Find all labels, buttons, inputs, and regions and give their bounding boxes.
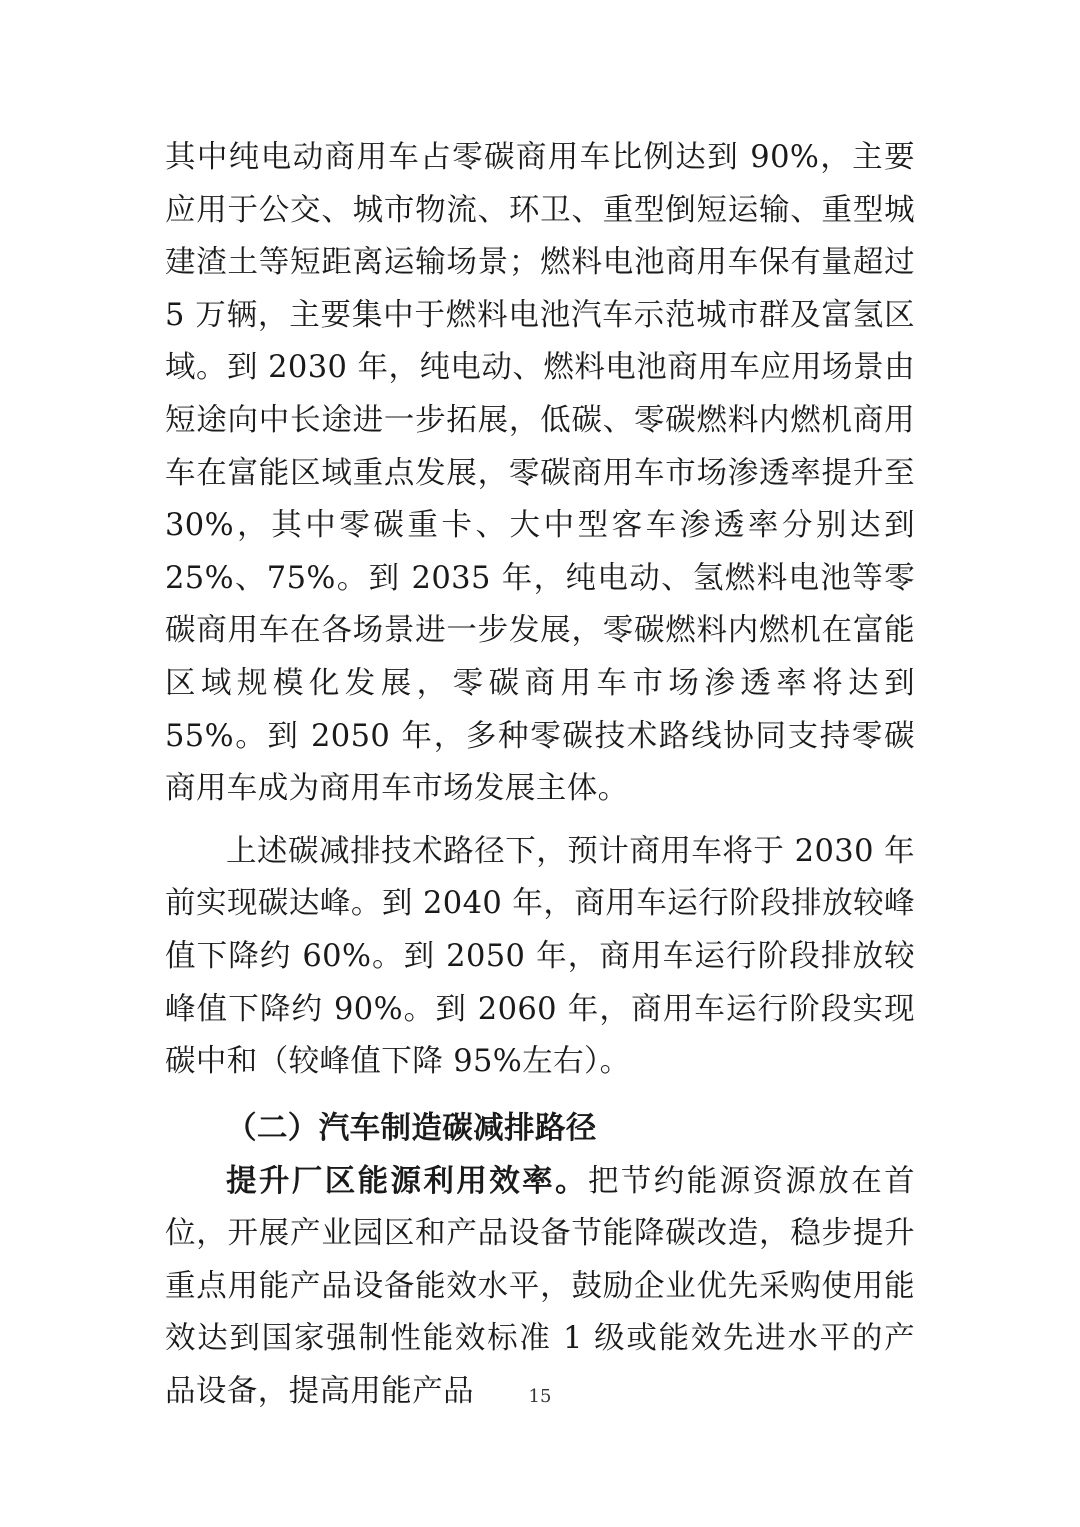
paragraph-carbon-peak-forecast: 上述碳减排技术路径下，预计商用车将于 2030 年前实现碳达峰。到 2040 年，商用车运行阶段排放较峰值下降约 60%。到 2050 年，商用车运行阶段排放较峰值下降约 90%。到 2060 年，商用车运行阶段实现碳中和（较峰值下降 95%左右）。 bbox=[165, 833, 915, 1080]
paragraph-energy-efficiency bbox=[165, 1155, 915, 1419]
paragraph-body-text: 把节约能源资源放在首位，开展产业园区和产品设备节能降碳改造，稳步提升重点用能产品设备能效水平，鼓励企业优先采购使用能效达到国家强制性能效标准 1 级或能效先进水平的产品设备，提高用能产品 bbox=[165, 1163, 915, 1410]
section-heading: （二）汽车制造碳减排路径 bbox=[226, 1109, 597, 1146]
page-number: 15 bbox=[528, 1386, 552, 1407]
page-body bbox=[165, 132, 915, 1419]
paragraph-commercial-vehicle-targets: 其中纯电动商用车占零碳商用车比例达到 90%，主要应用于公交、城市物流、环卫、重型倒短运输、重型城建渣土等短距离运输场景；燃料电池商用车保有量超过 5 万辆，主要集中于燃料电池汽车示范城市群及富氢区域。到 2030 年，纯电动、燃料电池商用车应用场景由短途向中长途进一步拓展，低碳、零碳燃料内燃机商用车在富能区域重点发展，零碳商用车市场渗透率提升至 30%，其中零碳重卡、大中型客车渗透率分别达到 25%、75%。到 2035 年，纯电动、氢燃料电池等零碳商用车在各场景进一步发展，零碳燃料内燃机在富能区域规模化发展，零碳商用车市场渗透率将达到 55%。到 2050 年，多种零碳技术路线协同支持零碳商用车成为商用车市场发展主体。 bbox=[165, 140, 915, 807]
paragraph-lead-text: 提升厂区能源利用效率。 bbox=[226, 1162, 588, 1199]
